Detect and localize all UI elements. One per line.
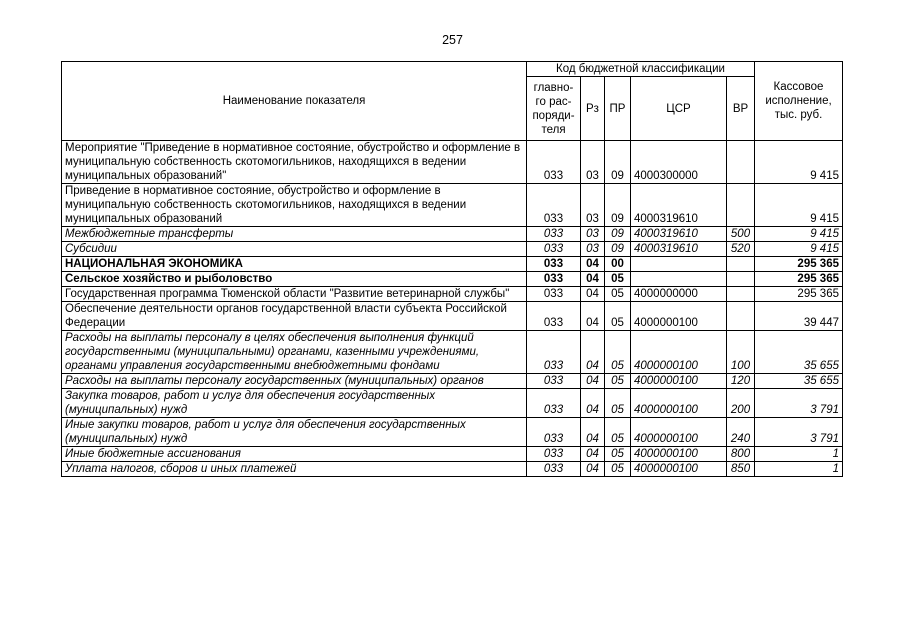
- cell-pr: 09: [605, 141, 631, 184]
- table-row: [62, 242, 843, 257]
- budget-table: [61, 61, 843, 477]
- cell-admin: 033: [527, 389, 581, 418]
- cell-name: Иные бюджетные ассигнования: [62, 447, 527, 462]
- cell-amount: 35 655: [755, 374, 843, 389]
- cell-rz: 04: [581, 374, 605, 389]
- cell-pr: 09: [605, 184, 631, 227]
- cell-admin: 033: [527, 447, 581, 462]
- cell-csr: 4000000100: [631, 462, 727, 477]
- cell-amount: 9 415: [755, 242, 843, 257]
- cell-name: Обеспечение деятельности органов государственной власти субъекта Российской Федерации: [62, 302, 527, 331]
- cell-csr: 4000000100: [631, 374, 727, 389]
- cell-csr: 4000300000: [631, 141, 727, 184]
- cell-amount: 295 365: [755, 287, 843, 302]
- cell-amount: 35 655: [755, 331, 843, 374]
- header-name: Наименование показателя: [62, 62, 527, 141]
- cell-vr: 500: [727, 227, 755, 242]
- page-number: 257: [442, 33, 463, 47]
- table-row: [62, 302, 843, 331]
- cell-admin: 033: [527, 257, 581, 272]
- cell-admin: 033: [527, 141, 581, 184]
- cell-vr: [727, 302, 755, 331]
- header-amount: Кассовое исполнение, тыс. руб.: [755, 62, 843, 141]
- cell-amount: 295 365: [755, 272, 843, 287]
- cell-vr: [727, 257, 755, 272]
- cell-admin: 033: [527, 418, 581, 447]
- cell-admin: 033: [527, 287, 581, 302]
- cell-amount: 1: [755, 462, 843, 477]
- cell-admin: 033: [527, 242, 581, 257]
- cell-name: НАЦИОНАЛЬНАЯ ЭКОНОМИКА: [62, 257, 527, 272]
- cell-name: Расходы на выплаты персоналу в целях обеспечения выполнения функций государственными (муниципальными) органами, казенными учреждениями, органами управления государственными внебюджетными фондами: [62, 331, 527, 374]
- cell-name: Государственная программа Тюменской области "Развитие ветеринарной службы": [62, 287, 527, 302]
- cell-name: Расходы на выплаты персоналу государственных (муниципальных) органов: [62, 374, 527, 389]
- cell-csr: 4000000100: [631, 331, 727, 374]
- cell-name: Уплата налогов, сборов и иных платежей: [62, 462, 527, 477]
- cell-vr: 120: [727, 374, 755, 389]
- cell-vr: 240: [727, 418, 755, 447]
- cell-pr: 09: [605, 242, 631, 257]
- cell-amount: 39 447: [755, 302, 843, 331]
- table-row: [62, 141, 843, 184]
- header-rz: Рз: [581, 77, 605, 141]
- cell-rz: 03: [581, 242, 605, 257]
- table-row: [62, 287, 843, 302]
- table-body: [62, 141, 843, 477]
- cell-csr: 4000000100: [631, 418, 727, 447]
- cell-pr: 09: [605, 227, 631, 242]
- cell-name: Закупка товаров, работ и услуг для обеспечения государственных (муниципальных) нужд: [62, 389, 527, 418]
- cell-pr: 05: [605, 447, 631, 462]
- table-row: [62, 184, 843, 227]
- cell-amount: 9 415: [755, 227, 843, 242]
- cell-pr: 05: [605, 331, 631, 374]
- cell-csr: 4000319610: [631, 227, 727, 242]
- cell-amount: 3 791: [755, 389, 843, 418]
- cell-name: Межбюджетные трансферты: [62, 227, 527, 242]
- cell-rz: 04: [581, 389, 605, 418]
- cell-pr: 05: [605, 418, 631, 447]
- cell-rz: 04: [581, 287, 605, 302]
- cell-csr: 4000000100: [631, 302, 727, 331]
- cell-admin: 033: [527, 331, 581, 374]
- cell-rz: 03: [581, 184, 605, 227]
- cell-vr: [727, 141, 755, 184]
- cell-vr: 100: [727, 331, 755, 374]
- cell-pr: 05: [605, 374, 631, 389]
- cell-amount: 3 791: [755, 418, 843, 447]
- cell-name: Иные закупки товаров, работ и услуг для обеспечения государственных (муниципальных) нужд: [62, 418, 527, 447]
- header-csr: ЦСР: [631, 77, 727, 141]
- table-row: [62, 447, 843, 462]
- cell-admin: 033: [527, 227, 581, 242]
- cell-csr: 4000000000: [631, 287, 727, 302]
- cell-rz: 04: [581, 462, 605, 477]
- table-row: [62, 227, 843, 242]
- cell-csr: 4000319610: [631, 184, 727, 227]
- cell-admin: 033: [527, 374, 581, 389]
- cell-rz: 03: [581, 227, 605, 242]
- cell-name: Приведение в нормативное состояние, обустройство и оформление в муниципальную собственность скотомогильников, находящихся в ведении муниципальных образований: [62, 184, 527, 227]
- cell-admin: 033: [527, 302, 581, 331]
- table-row: [62, 462, 843, 477]
- cell-admin: 033: [527, 184, 581, 227]
- table-header: [62, 62, 843, 141]
- cell-pr: 00: [605, 257, 631, 272]
- cell-admin: 033: [527, 462, 581, 477]
- header-pr: ПР: [605, 77, 631, 141]
- cell-amount: 1: [755, 447, 843, 462]
- cell-csr: [631, 272, 727, 287]
- cell-vr: [727, 184, 755, 227]
- cell-rz: 04: [581, 272, 605, 287]
- cell-vr: [727, 287, 755, 302]
- cell-vr: [727, 272, 755, 287]
- cell-rz: 04: [581, 447, 605, 462]
- table-row: [62, 374, 843, 389]
- cell-csr: 4000000100: [631, 447, 727, 462]
- cell-amount: 9 415: [755, 141, 843, 184]
- cell-name: Субсидии: [62, 242, 527, 257]
- cell-rz: 04: [581, 257, 605, 272]
- cell-amount: 295 365: [755, 257, 843, 272]
- table-row: [62, 331, 843, 374]
- cell-vr: 850: [727, 462, 755, 477]
- header-admin: главно-го рас-поряди-теля: [527, 77, 581, 141]
- cell-admin: 033: [527, 272, 581, 287]
- cell-pr: 05: [605, 272, 631, 287]
- cell-rz: 03: [581, 141, 605, 184]
- cell-pr: 05: [605, 462, 631, 477]
- table-row: [62, 272, 843, 287]
- cell-name: Мероприятие "Приведение в нормативное состояние, обустройство и оформление в муниципальную собственность скотомогильников, находящихся в ведении муниципальных образований": [62, 141, 527, 184]
- table-row: [62, 257, 843, 272]
- cell-rz: 04: [581, 331, 605, 374]
- cell-pr: 05: [605, 389, 631, 418]
- header-code-group: Код бюджетной классификации: [527, 62, 755, 77]
- cell-vr: 200: [727, 389, 755, 418]
- cell-vr: 520: [727, 242, 755, 257]
- cell-csr: 4000319610: [631, 242, 727, 257]
- cell-rz: 04: [581, 418, 605, 447]
- cell-vr: 800: [727, 447, 755, 462]
- header-vr: ВР: [727, 77, 755, 141]
- cell-amount: 9 415: [755, 184, 843, 227]
- cell-pr: 05: [605, 302, 631, 331]
- cell-rz: 04: [581, 302, 605, 331]
- cell-pr: 05: [605, 287, 631, 302]
- cell-name: Сельское хозяйство и рыболовство: [62, 272, 527, 287]
- cell-csr: 4000000100: [631, 389, 727, 418]
- cell-csr: [631, 257, 727, 272]
- table-row: [62, 418, 843, 447]
- table-row: [62, 389, 843, 418]
